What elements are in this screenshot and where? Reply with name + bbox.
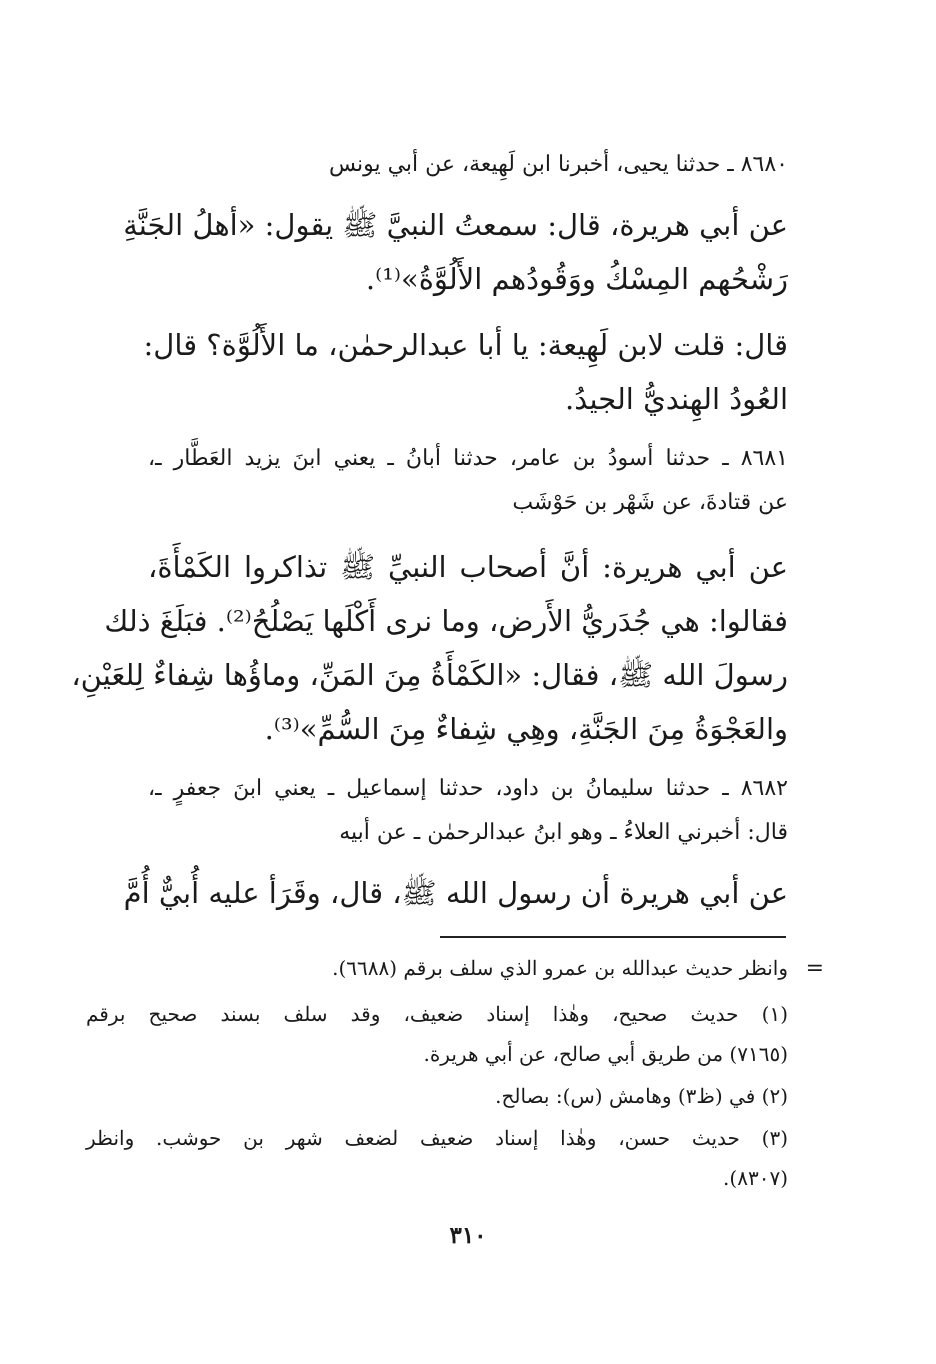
hadith-8681-matn-line-4: والعَجْوَةُ مِنَ الجَنَّةِ، وهِي شِفاءٌ مِنَ السُّمِّ»⁽³⁾. xyxy=(264,712,788,746)
hadith-8681-isnad-line-1: ٨٦٨١ ـ حدثنا أسودُ بن عامر، حدثنا أبانُ ـ يعني ابنَ يزيد العَطَّار ـ، xyxy=(148,446,788,471)
hadith-8682-matn-line-1: عن أبي هريرة أن رسول الله ﷺ، قال، وقَرَأ عليه أُبيٌّ أُمَّ xyxy=(123,876,788,910)
footnote-line-2: (١) حديث صحيح، وهٰذا إسناد ضعيف، وقد سلف بسند صحيح برقم xyxy=(86,1002,788,1026)
footnote-line-3: (٧١٦٥) من طريق أبي صالح، عن أبي هريرة. xyxy=(423,1042,788,1066)
hadith-8680-matn-line-1: عن أبي هريرة، قال: سمعتُ النبيَّ ﷺ يقول: «أهلُ الجَنَّةِ xyxy=(123,208,788,242)
footnote-line-6: (٨٣٠٧). xyxy=(723,1166,788,1190)
hadith-8681-matn-line-1: عن أبي هريرة: أنَّ أصحاب النبيِّ ﷺ تذاكروا الكَمْأَةَ، xyxy=(148,550,788,584)
hadith-8681-isnad-line-2: عن قتادةَ، عن شَهْر بن حَوْشَب xyxy=(512,490,788,515)
hadith-8682-isnad-line-2: قال: أخبرني العلاءُ ـ وهو ابنُ عبدالرحمٰن ـ عن أبيه xyxy=(339,820,788,845)
footnote-line-5: (٣) حديث حسن، وهٰذا إسناد ضعيف لضعف شهر بن حوشب. وانظر xyxy=(86,1126,788,1150)
hadith-8681-matn-line-2: فقالوا: هي جُدَريُّ الأَرض، وما نرى أَكْلَها يَصْلُحُ⁽²⁾. فبَلَغَ ذلك xyxy=(104,604,788,638)
footnote-line-4: (٢) في (ظ٣) وهامش (س): بصالح. xyxy=(495,1084,788,1108)
page-number: ٣١٠ xyxy=(449,1222,487,1249)
hadith-8680-comment-line-2: العُودُ الهِنديُّ الجيدُ. xyxy=(565,382,788,416)
hadith-8680-comment-line-1: قال: قلت لابن لَهِيعة: يا أبا عبدالرحمٰن، ما الأَلُوَّة؟ قال: xyxy=(143,328,788,362)
hadith-8682-isnad-line-1: ٨٦٨٢ ـ حدثنا سليمانُ بن داود، حدثنا إسماعيل ـ يعني ابنَ جعفرٍ ـ، xyxy=(148,776,788,801)
hadith-8681-matn-line-3: رسولَ الله ﷺ، فقال: «الكَمْأَةُ مِنَ المَنِّ، وماؤُها شِفاءٌ لِلعَيْنِ، xyxy=(71,658,788,692)
hadith-8680-isnad-line-1: ٨٦٨٠ ـ حدثنا يحيى، أخبرنا ابن لَهِيعة، عن أبي يونس xyxy=(328,152,788,177)
footnote-continuation-marker: = xyxy=(805,956,824,981)
footnote-line-1: وانظر حديث عبدالله بن عمرو الذي سلف برقم (٦٦٨٨). xyxy=(332,956,788,980)
footnote-separator xyxy=(440,936,786,938)
hadith-8680-matn-line-2: رَشْحُهم المِسْكُ ووَقُودُهم الأَلُوَّةُ»⁽¹⁾. xyxy=(365,262,788,296)
